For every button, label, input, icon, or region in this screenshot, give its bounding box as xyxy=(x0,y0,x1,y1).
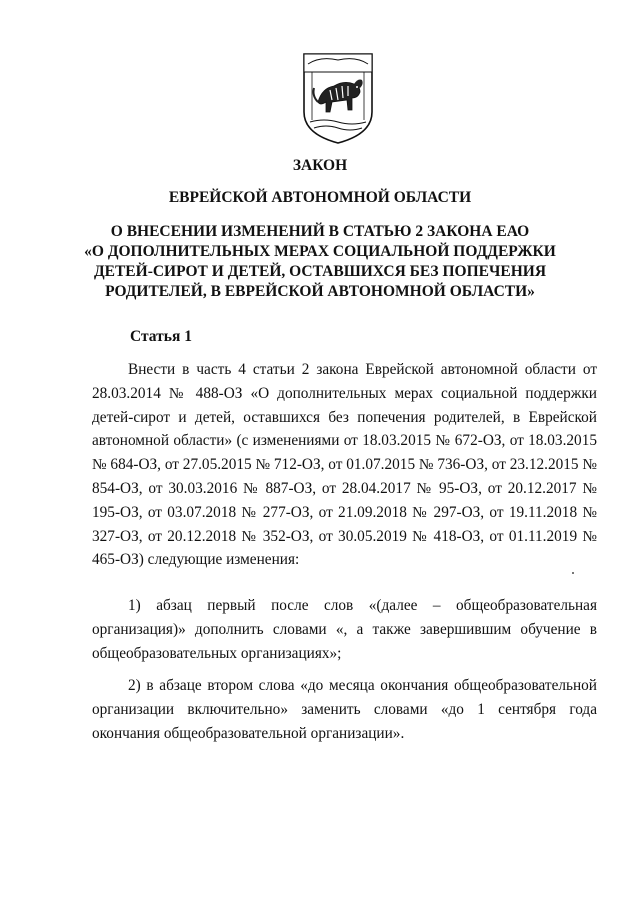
subject-line: «О ДОПОЛНИТЕЛЬНЫХ МЕРАХ СОЦИАЛЬНОЙ ПОДДЕРЖКИ xyxy=(84,243,556,260)
article-paragraph: Внести в часть 4 статьи 2 закона Еврейской автономной области от 28.03.2014 № 488-ОЗ «О дополнительных мерах социальной поддержки детей-сирот и детей, оставшихся без попечения родителей, в Еврейской автономной области» (с изменениями от 18.03.2015 № 672-ОЗ, от 18.03.2015 № 684-ОЗ, от 27.05.2015 № 712-ОЗ, от 01.07.2015 № 736-ОЗ, от 23.12.2015 № 854-ОЗ, от 30.03.2016 № 887-ОЗ, от 28.04.2017 № 95-ОЗ, от 20.12.2017 № 195-ОЗ, от 03.07.2018 № 277-ОЗ, от 21.09.2018 № 297-ОЗ, от 19.11.2018 № 327-ОЗ, от 20.12.2018 № 352-ОЗ, от 30.05.2019 № 418-ОЗ, от 01.11.2019 № 465-ОЗ) следующие изменения: xyxy=(92,361,597,569)
law-title: ЗАКОН xyxy=(292,157,348,174)
subject-line: О ВНЕСЕНИИ ИЗМЕНЕНИЙ В СТАТЬЮ 2 ЗАКОНА ЕАО xyxy=(110,223,530,240)
subject-line: ДЕТЕЙ-СИРОТ И ДЕТЕЙ, ОСТАВШИХСЯ БЕЗ ПОПЕЧЕНИЯ xyxy=(93,263,547,280)
region-title: ЕВРЕЙСКОЙ АВТОНОМНОЙ ОБЛАСТИ xyxy=(168,189,472,206)
scan-speck xyxy=(572,572,574,574)
subject-line: РОДИТЕЛЕЙ, В ЕВРЕЙСКОЙ АВТОНОМНОЙ ОБЛАСТИ» xyxy=(105,283,535,300)
article-paragraph: 2) в абзаце втором слова «до месяца окончания общеобразовательной организации включительно» заменить словами «до 1 сентября года окончания общеобразовательной организации». xyxy=(92,677,597,742)
coat-of-arms-emblem xyxy=(300,50,376,146)
article-paragraph: 1) абзац первый после слов «(далее – общеобразовательная организация)» дополнить словами «, а также завершившим обучение в общеобразовательных организациях»; xyxy=(92,597,597,662)
law-subject-title xyxy=(40,222,600,302)
article-heading: Статья 1 xyxy=(130,328,192,345)
